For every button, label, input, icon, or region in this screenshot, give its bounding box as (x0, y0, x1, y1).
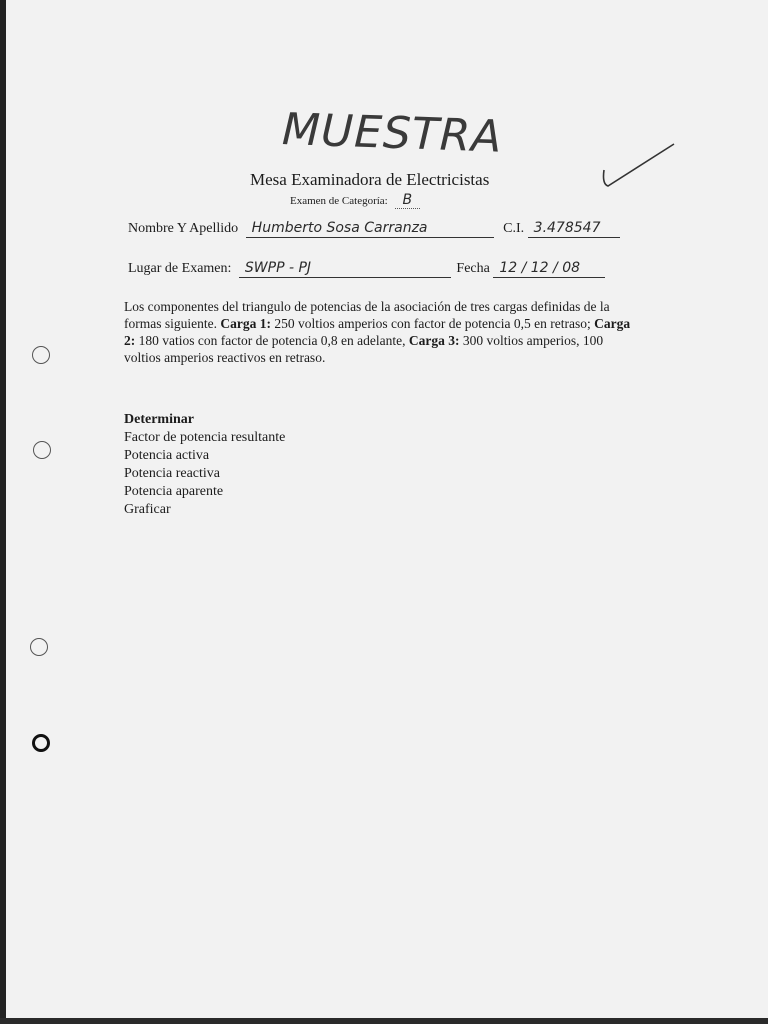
date-label: Fecha (456, 261, 490, 276)
place-value: SWPP - PJ (239, 260, 451, 278)
problem-statement (124, 298, 636, 366)
ci-label: C.I. (503, 221, 525, 236)
load-2-text: 180 vatios con factor de potencia 0,8 en adelante, (138, 333, 406, 348)
load-2-label: Carga 2: (124, 316, 631, 348)
date-value: 12 / 12 / 08 (493, 260, 605, 278)
name-value: Humberto Sosa Carranza (246, 220, 494, 238)
problem-intro: Los componentes del triangulo de potencias de la asociación de tres cargas definidas de la formas siguiente. (124, 299, 610, 331)
load-3-text: 300 voltios amperios, 100 voltios amperios reactivos en retraso. (124, 333, 604, 365)
ci-value: 3.478547 (528, 220, 620, 238)
place-label: Lugar de Examen: (128, 261, 232, 276)
category-value: B (395, 192, 421, 209)
binder-hole (32, 346, 50, 364)
load-1-text: 250 voltios amperios con factor de potencia 0,5 en retraso; (274, 316, 591, 331)
load-3-label: Carga 3: (408, 333, 460, 348)
exam-title: Mesa Examinadora de Electricistas (250, 170, 490, 189)
name-label: Nombre Y Apellido (128, 221, 239, 236)
category-label: Examen de Categoría: (290, 195, 388, 207)
task-item: Factor de potencia resultante (124, 430, 286, 445)
task-item: Graficar (124, 502, 171, 517)
tasks-heading: Determinar (124, 412, 194, 427)
checkmark-icon (598, 140, 678, 190)
place-row (128, 260, 605, 278)
load-1-label: Carga 1: (220, 316, 271, 331)
task-item: Potencia reactiva (124, 466, 221, 481)
name-row (128, 220, 620, 238)
task-item: Potencia activa (124, 448, 210, 463)
category-line (290, 192, 420, 208)
task-item: Potencia aparente (124, 484, 224, 499)
stamp-muestra: MUESTRA (281, 104, 504, 163)
binder-hole (32, 734, 50, 752)
binder-hole (33, 441, 51, 459)
tasks-list (124, 411, 285, 519)
binder-hole (30, 638, 48, 656)
